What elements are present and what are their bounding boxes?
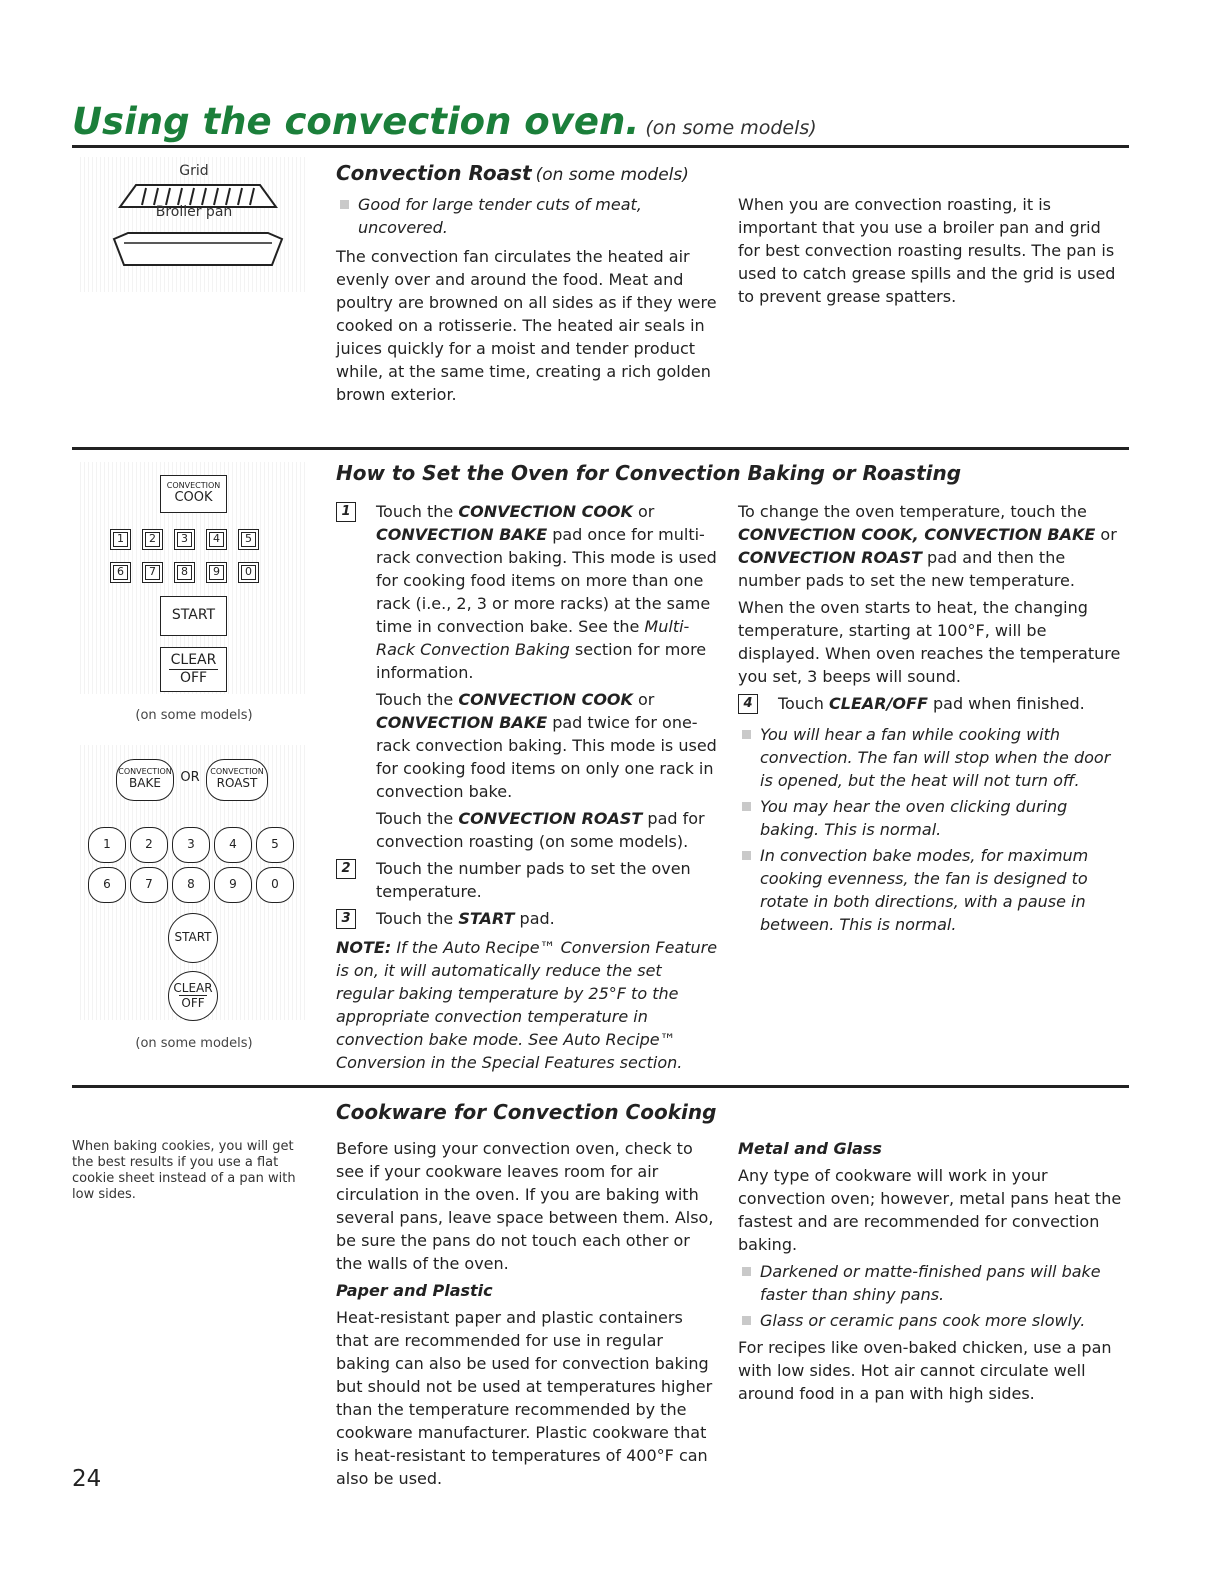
or-label: OR [180, 770, 200, 785]
number-key-9: 9 [214, 867, 252, 903]
step-3-number: 3 [336, 909, 356, 929]
convection-cook-pad [160, 475, 227, 513]
howto-column-left [336, 500, 718, 1078]
step-1-roast: Touch the CONVECTION ROAST pad for convection roasting (on some models). [376, 809, 705, 851]
convection-cook-bottom: COOK [174, 490, 213, 505]
step-1-number: 1 [336, 502, 356, 522]
cookware-column-left [336, 1137, 718, 1494]
control-panel-a [80, 462, 308, 694]
step-4-text: Touch CLEAR/OFF pad when finished. [778, 694, 1085, 713]
grid-label: Grid [179, 163, 209, 179]
roast-bullet: Good for large tender cuts of meat, uncovered. [336, 193, 721, 239]
note: NOTE: If the Auto Recipe™ Conversion Feature is on, it will automatically reduce the set regular baking temperature by 25°F to the appropriate convection temperature in convection bake mode. See Auto Recipe™ Conversion in the Special Features section. [336, 938, 718, 1072]
number-key-7: 7 [130, 867, 168, 903]
broiler-pan-icon [106, 181, 290, 277]
step-4-number: 4 [738, 694, 758, 714]
broiler-pan-illustration [80, 157, 308, 292]
darkened-pans-note: Darkened or matte-finished pans will bake faster than shiny pans. [738, 1260, 1123, 1306]
page-number: 24 [72, 1466, 102, 1492]
section-rule-1 [72, 447, 1129, 450]
number-key-5: 5 [256, 827, 294, 863]
panel-a-caption: (on some models) [135, 708, 253, 723]
step-2 [336, 857, 718, 903]
step-3-text: Touch the START pad. [376, 909, 555, 928]
cookware-intro: Before using your convection oven, check to see if your cookware leaves room for air circulation in the oven. If you are baking with several pans, leave space between them. Also, be sure the pans do not touch each other or the walls of the oven. [336, 1139, 714, 1273]
roast-subtitle: (on some models) [535, 165, 689, 185]
number-key-2: 2 [130, 827, 168, 863]
convection-roast-bottom: ROAST [216, 776, 258, 790]
number-pad-6: 6 [110, 562, 131, 583]
roast-title [336, 161, 689, 185]
broiler-pan-label: Broiler pan [155, 204, 233, 220]
roast-title-text: Convection Roast [336, 161, 532, 185]
convection-roast-top: CONVECTION [210, 767, 264, 776]
number-pad-8: 8 [174, 562, 195, 583]
start-pad: START [160, 596, 227, 636]
rotate-note: In convection bake modes, for maximum cooking evenness, the fan is designed to rotate in both directions, with a pause in between. This is normal. [738, 844, 1123, 936]
roast-body [336, 193, 721, 410]
page-subtitle: (on some models) [645, 117, 817, 139]
convection-roast-pad [206, 759, 268, 801]
step-1-one-rack: Touch the CONVECTION COOK or CONVECTION BAKE pad twice for one-rack convection baking. This mode is used for cooking food items on only one rack in convection bake. [376, 690, 717, 801]
number-pad-3: 3 [174, 529, 195, 550]
convection-bake-top: CONVECTION [118, 767, 172, 776]
howto-column-right [738, 500, 1123, 939]
cookware-title: Cookware for Convection Cooking [336, 1100, 717, 1124]
convection-cook-top: CONVECTION [166, 481, 221, 490]
cookie-sidenote: When baking cookies, you will get the best results if you use a flat cookie sheet instead of a pan with low sides. [72, 1139, 296, 1202]
number-key-1: 1 [88, 827, 126, 863]
step-1-multi-rack: Touch the CONVECTION COOK or CONVECTION BAKE pad once for multi-rack convection baking. This mode is used for cooking food items on more than one rack (i.e., 2, 3 or more racks) at the same time in convection bake. See the Multi-Rack Convection Baking section for more information. [376, 502, 717, 682]
heating-info: When the oven starts to heat, the changing temperature, starting at 100°F, will be displayed. When oven reaches the temperature you set, 3 beeps will sound. [738, 598, 1121, 686]
clicking-note: You may hear the oven clicking during baking. This is normal. [738, 795, 1123, 841]
step-2-text: Touch the number pads to set the oven temperature. [376, 859, 691, 901]
page-title-text: Using the convection oven. [72, 100, 640, 143]
roast-paragraph-1: The convection fan circulates the heated air evenly over and around the food. Meat and poultry are browned on all sides as if they were cooked on a rotisserie. The heated air seals in juices quickly for a moist and tender product while, at the same time, creating a rich golden brown exterior. [336, 247, 717, 404]
number-key-0: 0 [256, 867, 294, 903]
paper-plastic-text: Heat-resistant paper and plastic containers that are recommended for use in regular baking can also be used for convection baking but should not be used at temperatures higher than the temperature recommended by the cookware manufacturer. Plastic cookware that is heat-resistant to temperatures of 400°F can also be used. [336, 1308, 713, 1488]
step-3 [336, 907, 718, 930]
clear-off-key [168, 971, 218, 1021]
number-pad-9: 9 [206, 562, 227, 583]
roast-paragraph-2: When you are convection roasting, it is important that you use a broiler pan and grid for best convection roasting results. The pan is used to catch grease spills and the grid is used to prevent grease spatters. [738, 195, 1116, 306]
number-key-4: 4 [214, 827, 252, 863]
cookware-column-right [738, 1137, 1123, 1409]
number-pad-2: 2 [142, 529, 163, 550]
paper-plastic-title: Paper and Plastic [336, 1281, 493, 1300]
howto-title: How to Set the Oven for Convection Baking or Roasting [336, 461, 962, 485]
off-key-label: OFF [179, 995, 207, 1010]
number-pad-0: 0 [238, 562, 259, 583]
metal-glass-text: Any type of cookware will work in your convection oven; however, metal pans heat the fastest and are recommended for convection baking. [738, 1166, 1122, 1254]
off-label: OFF [169, 669, 218, 686]
number-key-8: 8 [172, 867, 210, 903]
clear-off-pad [160, 647, 227, 692]
glass-pans-note: Glass or ceramic pans cook more slowly. [738, 1309, 1123, 1332]
number-pad-1: 1 [110, 529, 131, 550]
control-panel-b [80, 745, 308, 1020]
low-sides-note: For recipes like oven-baked chicken, use a pan with low sides. Hot air cannot circulate well around food in a pan with high sides. [738, 1338, 1112, 1403]
metal-glass-title: Metal and Glass [738, 1139, 882, 1158]
header-rule [72, 145, 1129, 148]
start-key: START [168, 913, 218, 963]
fan-note: You will hear a fan while cooking with convection. The fan will stop when the door is opened, but the heat will not turn off. [738, 723, 1123, 792]
number-key-6: 6 [88, 867, 126, 903]
number-pad-5: 5 [238, 529, 259, 550]
step-2-number: 2 [336, 859, 356, 879]
number-key-3: 3 [172, 827, 210, 863]
clear-label: CLEAR [170, 652, 217, 668]
convection-bake-bottom: BAKE [129, 776, 161, 790]
section-rule-2 [72, 1085, 1129, 1088]
number-pad-7: 7 [142, 562, 163, 583]
convection-bake-pad [116, 759, 174, 801]
page-title [72, 100, 817, 143]
clear-key-label: CLEAR [173, 981, 213, 995]
step-1 [336, 500, 718, 853]
panel-b-caption: (on some models) [135, 1036, 253, 1051]
change-temperature: To change the oven temperature, touch the CONVECTION COOK, CONVECTION BAKE or CONVECTION ROAST pad and then the number pads to set the new temperature. [738, 502, 1117, 590]
step-4 [738, 692, 1123, 715]
number-pad-4: 4 [206, 529, 227, 550]
